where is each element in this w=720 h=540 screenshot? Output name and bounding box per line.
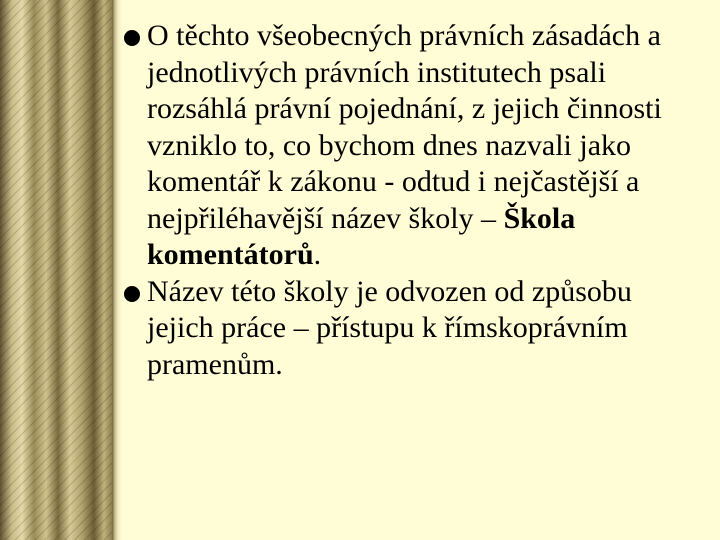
- bullet-text-part: O těchto všeobecných právních zásadách a jednotlivých právních institutech psali rozsáhlá právní pojednání, z jejich činnosti vzniklo to, co bychom dnes nazvali jako komentář k zákonu - odtud i nejčastější a nejpřiléhavější název školy –: [147, 19, 662, 235]
- bullet-dot-icon: [124, 30, 140, 46]
- bullet-dot-icon: [124, 286, 140, 302]
- school-name-bold: Škola komentátorů: [147, 201, 576, 271]
- slide-content: [118, 18, 704, 383]
- bullet-text: [147, 19, 662, 271]
- bullet-item: [118, 18, 704, 274]
- decorative-left-band: [0, 0, 112, 540]
- bullet-text-part: .: [313, 238, 322, 271]
- bullet-item: [118, 274, 704, 384]
- bullet-text: Název této školy je odvozen od způsobu jejich práce – přístupu k římskoprávním pramenům.: [147, 274, 632, 381]
